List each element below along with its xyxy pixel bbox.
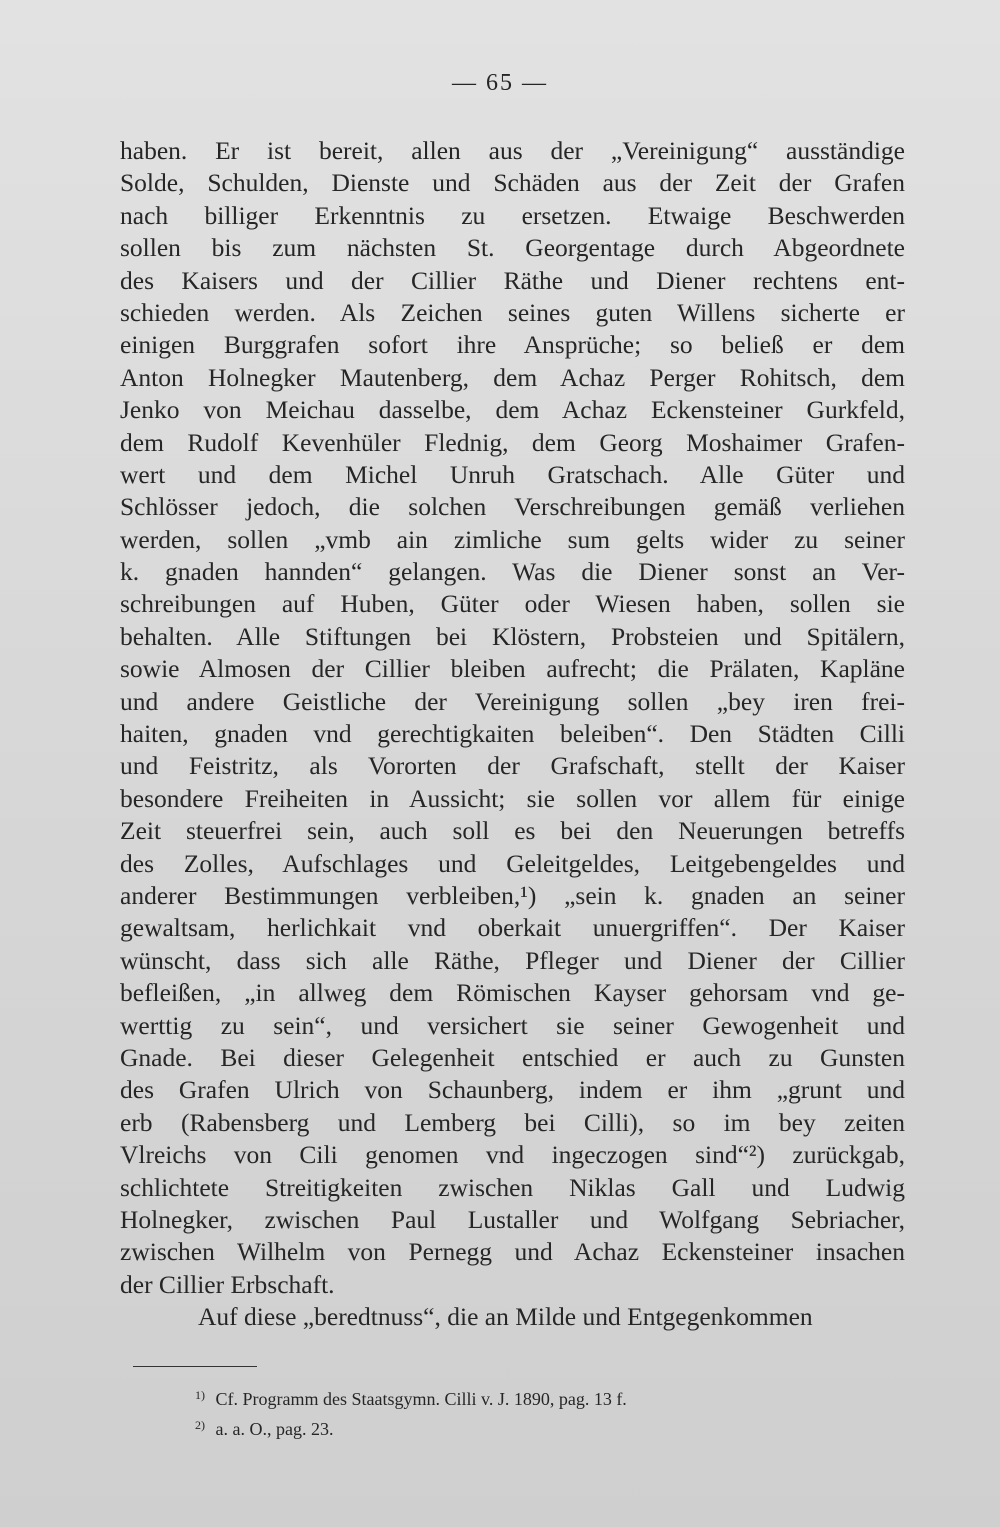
text-line: befleißen, „in allweg dem Römischen Kayser gehorsam vnd ge- (120, 978, 905, 1008)
text-line: wert und dem Michel Unruh Gratschach. Alle Güter und (120, 459, 905, 489)
text-line: Jenko von Meichau dasselbe, dem Achaz Eckensteiner Gurkfeld, (120, 395, 905, 425)
body-text (120, 135, 905, 1333)
text-line: Zeit steuerfrei sein, auch soll es bei den Neuerungen betreffs (120, 816, 905, 846)
text-line: sowie Almosen der Cillier bleiben aufrecht; die Prälaten, Kapläne (120, 654, 905, 684)
footnote-text: a. a. O., pag. 23. (215, 1419, 334, 1439)
text-line: der Cillier Erbschaft. (120, 1269, 335, 1299)
text-line: Gnade. Bei dieser Gelegenheit entschied er auch zu Gunsten (120, 1042, 905, 1072)
text-line: einigen Burggrafen sofort ihre Ansprüche; so beließ er dem (120, 330, 905, 360)
text-line: Schlösser jedoch, die solchen Verschreibungen gemäß verliehen (120, 492, 905, 522)
text-line: und andere Geistliche der Vereinigung sollen „bey iren frei- (120, 686, 905, 716)
text-line: dem Rudolf Kevenhüler Flednig, dem Georg Moshaimer Grafen- (120, 427, 905, 457)
text-line: sollen bis zum nächsten St. Georgentage durch Abgeordnete (120, 233, 905, 263)
text-line: Solde, Schulden, Dienste und Schäden aus der Zeit der Grafen (120, 168, 905, 198)
text-line: haiten, gnaden vnd gerechtigkaiten beleiben“. Den Städten Cilli (120, 719, 905, 749)
text-line: zwischen Wilhelm von Pernegg und Achaz Eckensteiner insachen (120, 1237, 905, 1267)
text-line: Vlreichs von Cili genomen vnd ingeczogen sind“²) zurückgab, (120, 1140, 905, 1170)
text-line: k. gnaden hannden“ gelangen. Was die Diener sonst an Ver- (120, 557, 905, 587)
text-line: werttig zu sein“, und versichert sie seiner Gewogenheit und (120, 1010, 905, 1040)
text-line: wünscht, dass sich alle Räthe, Pfleger und Diener der Cillier (120, 945, 905, 975)
text-line: gewaltsam, herlichkait vnd oberkait unuergriffen“. Der Kaiser (120, 913, 905, 943)
footnote-1 (195, 1380, 815, 1410)
footnote-separator (133, 1366, 257, 1367)
text-line: schlichtete Streitigkeiten zwischen Niklas Gall und Ludwig (120, 1172, 905, 1202)
text-line: des Grafen Ulrich von Schaunberg, indem er ihm „grunt und (120, 1075, 905, 1105)
text-line: Anton Holnegker Mautenberg, dem Achaz Perger Rohitsch, dem (120, 362, 905, 392)
text-line: schreibungen auf Huben, Güter oder Wiesen haben, sollen sie (120, 589, 905, 619)
footnote-mark: 2) (195, 1418, 205, 1432)
footnote-text: Cf. Programm des Staatsgymn. Cilli v. J. 1890, pag. 13 f. (215, 1389, 627, 1409)
text-line: werden, sollen „vmb ain zimliche sum gelts wider zu seiner (120, 524, 905, 554)
text-line: besondere Freiheiten in Aussicht; sie sollen vor allem für einige (120, 783, 905, 813)
text-line: Auf diese „beredtnuss“, die an Milde und Entgegenkommen (198, 1302, 813, 1332)
text-line: schieden werden. Als Zeichen seines guten Willens sicherte er (120, 297, 905, 327)
text-line: nach billiger Erkenntnis zu ersetzen. Etwaige Beschwerden (120, 200, 905, 230)
footnote-2 (195, 1410, 815, 1440)
text-line: erb (Rabensberg und Lemberg bei Cilli), so im bey zeiten (120, 1107, 905, 1137)
text-line: anderer Bestimmungen verbleiben,¹) „sein k. gnaden an seiner (120, 880, 905, 910)
footnote-mark: 1) (195, 1388, 205, 1402)
footnotes (195, 1380, 815, 1440)
text-line: des Kaisers und der Cillier Räthe und Diener rechtens ent- (120, 265, 905, 295)
page-number: — 65 — (452, 70, 548, 96)
text-line: und Feistritz, als Vororten der Grafschaft, stellt der Kaiser (120, 751, 905, 781)
text-line: des Zolles, Aufschlages und Geleitgeldes, Leitgebengeldes und (120, 848, 905, 878)
text-line: haben. Er ist bereit, allen aus der „Vereinigung“ ausständige (120, 136, 905, 165)
text-line: behalten. Alle Stiftungen bei Klöstern, Probsteien und Spitälern, (120, 621, 905, 651)
text-line: Holnegker, zwischen Paul Lustaller und Wolfgang Sebriacher, (120, 1204, 905, 1234)
